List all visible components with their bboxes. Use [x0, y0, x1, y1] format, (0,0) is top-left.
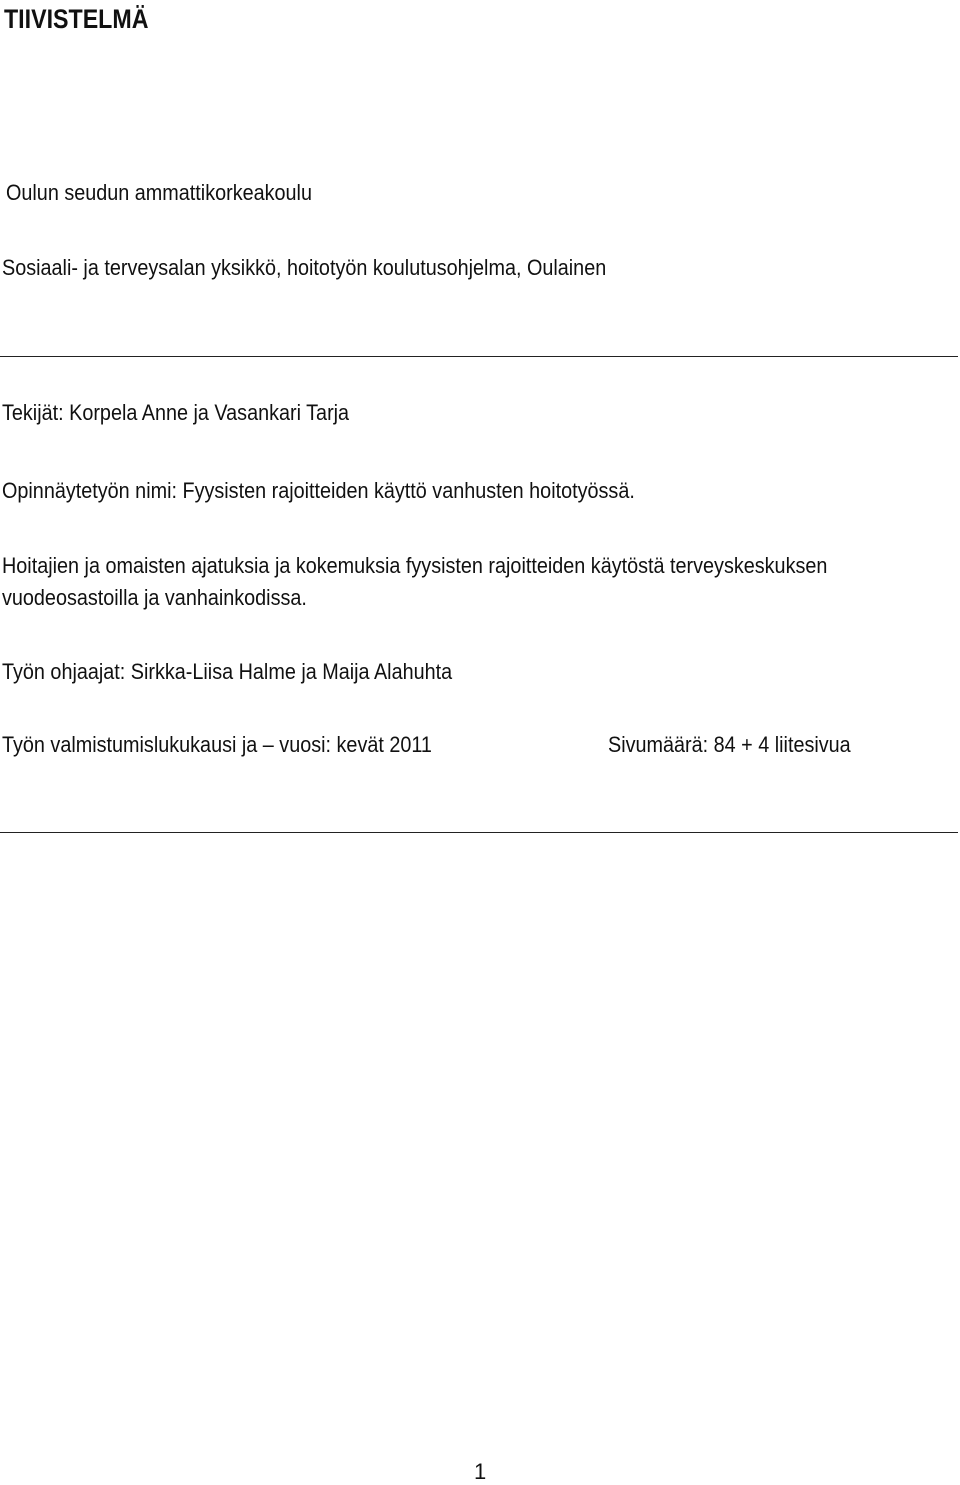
- page-title: TIIVISTELMÄ: [4, 4, 149, 34]
- page-count-line: Sivumäärä: 84 + 4 liitesivua: [608, 732, 851, 757]
- department-line: Sosiaali- ja terveysalan yksikkö, hoitotyön koulutusohjelma, Oulainen: [2, 255, 607, 280]
- bottom-divider: [0, 832, 958, 833]
- supervisors-line: Työn ohjaajat: Sirkka-Liisa Halme ja Maija Alahuhta: [2, 659, 453, 684]
- thesis-name-line: Opinnäytetyön nimi: Fyysisten rajoitteiden käyttö vanhusten hoitotyössä.: [2, 478, 635, 503]
- school-name: Oulun seudun ammattikorkeakoulu: [6, 180, 312, 205]
- page-number: 1: [474, 1459, 487, 1484]
- top-divider: [0, 356, 958, 357]
- subtitle-line-1: Hoitajien ja omaisten ajatuksia ja kokemuksia fyysisten rajoitteiden käytöstä terveyskeskuksen: [2, 553, 828, 578]
- completion-line: Työn valmistumislukukausi ja – vuosi: kevät 2011: [2, 732, 432, 757]
- authors-line: Tekijät: Korpela Anne ja Vasankari Tarja: [2, 400, 350, 425]
- subtitle-line-2: vuodeosastoilla ja vanhainkodissa.: [2, 585, 307, 610]
